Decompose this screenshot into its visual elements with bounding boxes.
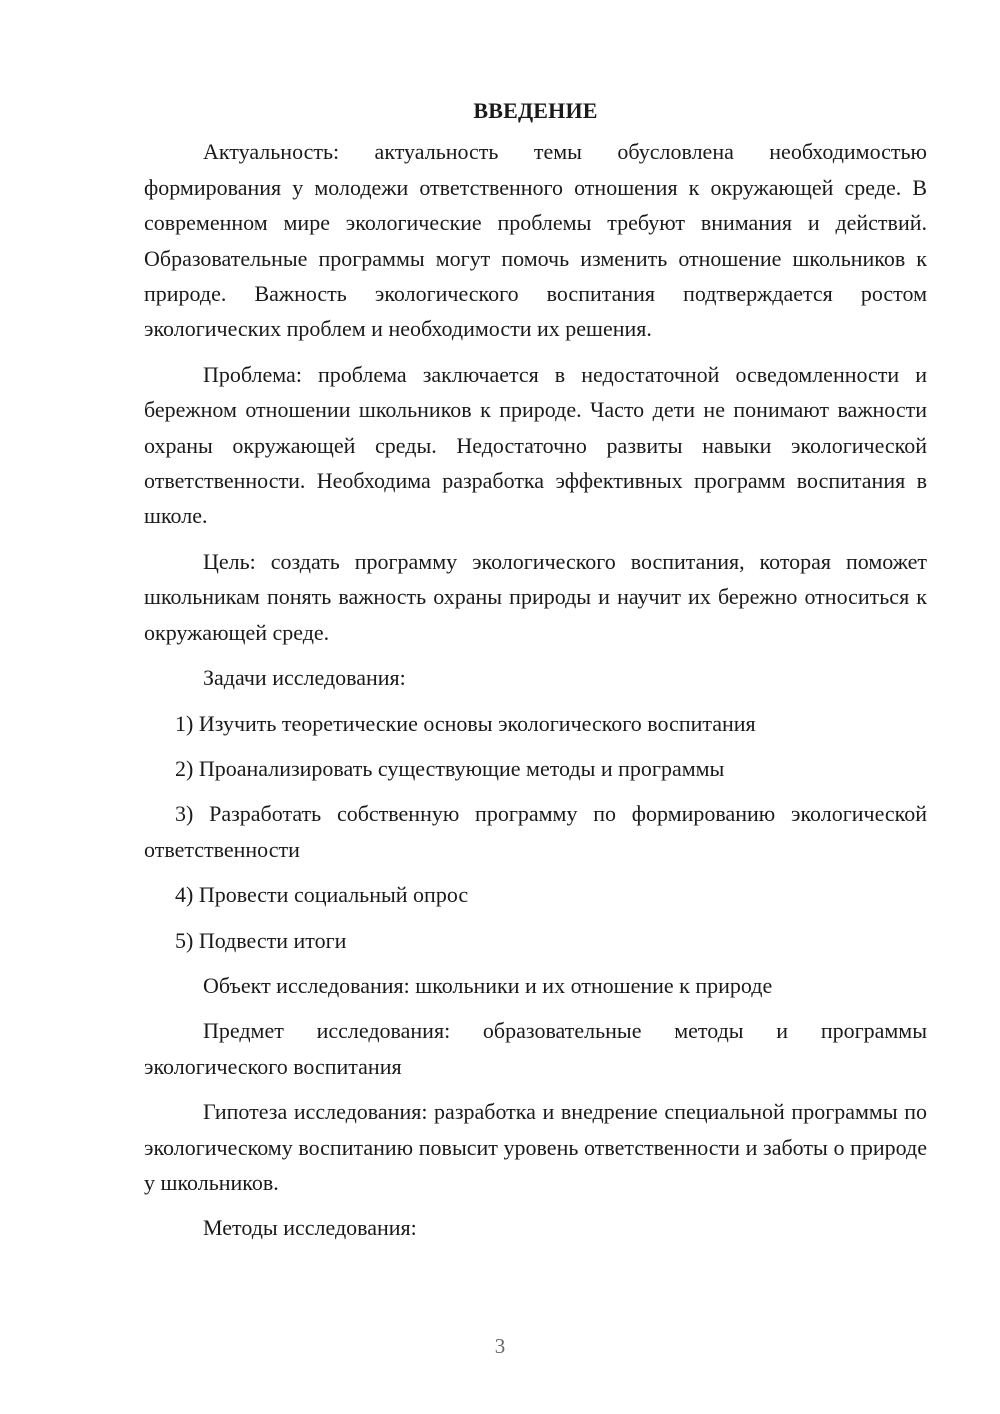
- task-item-4: 4) Провести социальный опрос: [175, 882, 469, 908]
- task-item-1: 1) Изучить теоретические основы экологического воспитания: [175, 710, 756, 736]
- methods-heading: Методы исследования:: [203, 1215, 417, 1241]
- page-number: 3: [494, 1334, 506, 1358]
- task-item-3: 3) Разработать собственную программу по формированию экологической ответственности: [144, 801, 927, 862]
- goal-paragraph: Цель: создать программу экологического воспитания, которая поможет школьникам понять важность охраны природы и научит их бережно относиться к окружающей среде.: [144, 548, 927, 645]
- page-content: [144, 93, 927, 1256]
- object-paragraph: Объект исследования: школьники и их отношение к природе: [203, 972, 773, 998]
- section-title: ВВЕДЕНИЕ: [473, 98, 598, 123]
- hypothesis-paragraph: Гипотеза исследования: разработка и внедрение специальной программы по экологическому воспитанию повысит уровень ответственности и заботы о природе у школьников.: [144, 1099, 927, 1195]
- relevance-paragraph: Актуальность: актуальность темы обусловлена необходимостью формирования у молодежи ответственного отношения к окружающей среде. В современном мире экологические проблемы требуют внимания и действий. Образовательные программы могут помочь изменить отношение школьников к природе. Важность экологического воспитания подтверждается ростом экологических проблем и необходимости их решения.: [144, 139, 927, 342]
- task-item-5: 5) Подвести итоги: [175, 927, 347, 953]
- subject-paragraph: Предмет исследования: образовательные методы и программы экологического воспитания: [144, 1018, 927, 1079]
- problem-paragraph: Проблема: проблема заключается в недостаточной осведомленности и бережном отношении школьников к природе. Часто дети не понимают важности охраны окружающей среды. Недостаточно развиты навыки экологической ответственности. Необходима разработка эффективных программ воспитания в школе.: [144, 361, 927, 529]
- tasks-heading: Задачи исследования:: [203, 665, 406, 691]
- task-item-2: 2) Проанализировать существующие методы и программы: [175, 755, 725, 781]
